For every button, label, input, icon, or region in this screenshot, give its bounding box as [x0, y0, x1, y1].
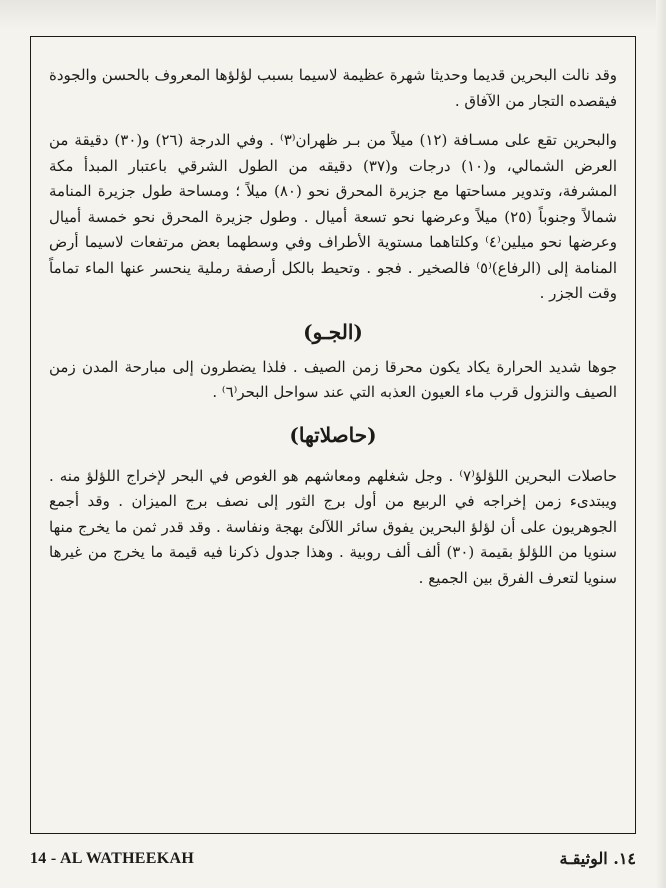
paragraph-products: حاصلات البحرين اللؤلؤ⁽٧⁾ . وجل شغلهم ومعاشهم هو الغوص في البحر لإخراج اللؤلؤ منه . ويبتدىء زمن إخراجه في الربيع من أول برج الثور إلى نصف برج الميزان . وقد أجمع الجوهريون على أن لؤلؤ البحرين يفوق سائر اللآلئ بهجة ونفاسة . وقد قدر ثمن ما يخرج منها سنويا من اللؤلؤ بقيمة (٣٠) ألف ألف روبية . وهذا جدول ذكرنا فيه قيمة ما يخرج من غيرها سنويا لتعرف الفرق بين الجميع .: [49, 466, 617, 587]
footer-page-label-latin: 14 - AL WATHEEKAH: [30, 850, 195, 867]
heading-climate: (الجـو): [303, 319, 363, 344]
scan-shadow-right: [656, 0, 666, 888]
scan-shadow-top: [0, 0, 666, 30]
paragraph-climate: جوها شديد الحرارة يكاد يكون محرقا زمن الصيف . فلذا يضطرون إلى مبارحة المدن زمن الصيف والنزول قرب ماء العيون العذبه التي عند سواحل البحر⁽٦⁾ .: [49, 357, 617, 401]
paragraph-intro: وقد نالت البحرين قديما وحديثا شهرة عظيمة لاسيما بسبب لؤلؤها المعروف بالحسن والجودة فيقصده التجار من الآفاق .: [49, 66, 617, 110]
heading-products: (حاصلاتها): [289, 422, 377, 447]
paragraph-geography: والبحرين تقع على مسـافة (١٢) ميلاً من بـر ظهران⁽٣⁾ . وفي الدرجة (٢٦) و(٣٠) دقيقة من العرض الشمالي، و(١٠) درجات و(٣٧) دقيقه من الطول الشرقي باعتبار المبدأ مكة المشرفة، وتدوير مساحتها مع جزيرة المحرق نحو (٨٠) ميلاً ؛ ومساحة طول جزيرة المنامة شمالاً وجنوباً (٢٥) ميلاً وعرضها نحو تسعة أميال . وطول جزيرة المحرق نحو خمسة أميال وعرضها نحو ميلين⁽٤⁾ وكلتاهما مستوية الأطراف وفي وسطهما بعض مرتفعات لاسيما أرض المنامة إلى (الرفاع)⁽٥⁾ فالصخير . فجو . وتحيط بالكل أرصفة رملية ينحسر عنها الماء تماماً وقت الجزر .: [49, 131, 618, 302]
page-content: [49, 63, 617, 591]
page-footer: [30, 846, 636, 872]
page-frame: [30, 36, 636, 834]
footer-page-label-arabic: ١٤. الوثيقـة: [559, 849, 636, 868]
